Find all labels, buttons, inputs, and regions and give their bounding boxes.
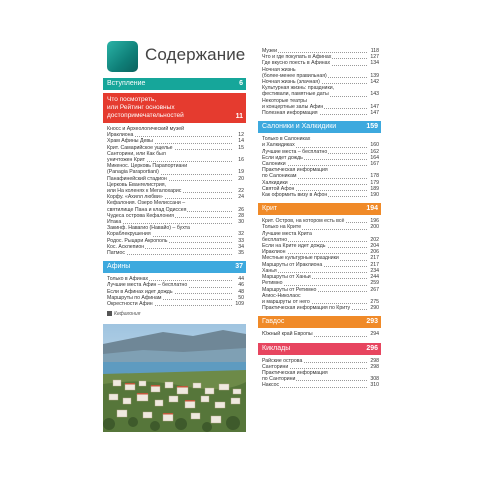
toc-entry-label: Лучшие места – бесплатно xyxy=(262,148,328,155)
toc-entry-label: Практическая информация xyxy=(262,369,328,376)
toc-entry-label: Маршруты от Ханьи xyxy=(262,274,311,281)
toc-entry-page: 259 xyxy=(370,280,379,287)
toc-entry-page: 139 xyxy=(370,72,379,79)
toc-entry-page: 164 xyxy=(370,154,379,161)
section-cyclades[interactable] xyxy=(258,343,381,355)
page-title: Содержание xyxy=(145,45,246,64)
toc-entry-label: Ночная жизнь (злачная) xyxy=(262,79,320,86)
toc-entry-label: или На коленях к Мегалохарис xyxy=(107,188,182,195)
thessaloniki-list xyxy=(258,133,381,200)
toc-entry-label: и концертные залы Афин xyxy=(262,103,324,110)
toc-entry-label: фестивали, памятные даты xyxy=(262,91,329,98)
section-thessaloniki-label: Салоники и Халкидики xyxy=(262,123,337,131)
toc-entry-page: 12 xyxy=(238,132,244,139)
toc-entry-page: 298 xyxy=(370,363,379,370)
toc-entry-page: 34 xyxy=(238,243,244,250)
toc-entry-page: 46 xyxy=(238,282,244,289)
toc-entry-label: Окрестности Афин xyxy=(107,301,153,308)
section-gavdos-page: 293 xyxy=(366,318,378,326)
toc-entry-page: 32 xyxy=(238,231,244,238)
section-intro[interactable] xyxy=(103,78,246,90)
toc-entry-page: 44 xyxy=(238,276,244,283)
toc-entry-page: 204 xyxy=(370,243,379,250)
section-thessaloniki[interactable] xyxy=(258,121,381,133)
toc-entry-page: 20 xyxy=(238,175,244,182)
toc-entry-label: Крит. Самарийское ущелье xyxy=(107,144,173,151)
toc-entry-page: 16 xyxy=(238,157,244,164)
toc-entry-page: 28 xyxy=(238,212,244,219)
toc-entry-page: 24 xyxy=(238,194,244,201)
section-what-to-see[interactable] xyxy=(103,93,246,123)
toc-entry-page: 134 xyxy=(370,60,379,67)
toc-entry-page: 33 xyxy=(238,237,244,244)
section-what-to-see-page: 11 xyxy=(235,113,243,120)
toc-entry-label: Культурная жизнь: праздники, xyxy=(262,85,335,92)
toc-entry[interactable] xyxy=(103,301,246,307)
section-athens-label: Афины xyxy=(107,263,131,271)
toc-entry-label: Крит. Остров, на котором есть всё xyxy=(262,218,345,225)
toc-entry-label: Наксос xyxy=(262,382,280,389)
toc-entry-page: 35 xyxy=(238,250,244,257)
cyclades-list xyxy=(258,355,381,391)
kefalonia-photo xyxy=(103,324,246,432)
toc-entry-page: 275 xyxy=(370,298,379,305)
toc-entry-label: Церковь Евангелистрия, xyxy=(107,181,167,188)
toc-entry-page: 22 xyxy=(238,188,244,195)
section-athens[interactable] xyxy=(103,261,246,273)
toc-entry-label: Святой Афон xyxy=(262,185,295,192)
toc-entry-label: Некоторые театры xyxy=(262,97,307,104)
toc-page xyxy=(103,38,381,500)
toc-entry-page: 30 xyxy=(238,219,244,226)
section-crete-page: 194 xyxy=(366,205,378,213)
toc-entry-label: Маршруты от Ретимно xyxy=(262,286,317,293)
toc-entry-page: 294 xyxy=(370,331,379,338)
toc-entry-label: бесплатно xyxy=(262,236,288,243)
toc-entry-page: 196 xyxy=(370,218,379,225)
toc-entry-label: Патмос xyxy=(107,250,125,257)
toc-entry-label: Халкидики xyxy=(262,179,288,186)
toc-entry-label: Где вкусно поесть в Афинах xyxy=(262,60,331,67)
toc-entry-label: Маршруты по Афинам xyxy=(107,294,162,301)
toc-entry-label: Если в Афинах идет дождь xyxy=(107,288,173,295)
toc-entry-label: по Санторини xyxy=(262,376,296,383)
toc-entry-page: 178 xyxy=(370,173,379,180)
toc-entry-label: Ираклион xyxy=(262,249,286,256)
toc-entry-label: Как оформить визу в Афон xyxy=(262,192,328,199)
guide-logo-icon xyxy=(107,41,138,72)
section-cyclades-page: 296 xyxy=(366,344,378,352)
toc-entry-page: 267 xyxy=(370,286,379,293)
toc-entry-page: 200 xyxy=(370,224,379,231)
toc-entry-label: Корфу. «Ахилл любви» xyxy=(107,194,163,201)
toc-entry-label: и Халкидиках xyxy=(262,142,295,149)
toc-entry-label: Итака xyxy=(107,219,122,226)
toc-entry-label: Практическая информация по Криту xyxy=(262,305,351,312)
athens-list xyxy=(103,273,246,309)
toc-entry-label: (Panagia Paraportiani) xyxy=(107,169,159,176)
section-gavdos[interactable] xyxy=(258,316,381,328)
kefalonia-landscape-image xyxy=(103,324,246,432)
toc-entry-page: 14 xyxy=(238,138,244,145)
toc-entry-label: Кораблекрушения xyxy=(107,231,151,238)
toc-entry-label: Санторини xyxy=(262,363,289,370)
toc-entry-label: Лучшие места Афин – бесплатно xyxy=(107,282,188,289)
toc-entry-label: Лучшие места Крита xyxy=(262,230,312,237)
section-what-to-see-line2: или Рейтинг основных xyxy=(107,104,175,111)
toc-entry-label: Храм Афины Девы xyxy=(107,138,153,145)
toc-entry-page: 310 xyxy=(370,382,379,389)
toc-entry-page: 202 xyxy=(370,236,379,243)
caption-square-icon xyxy=(107,311,112,316)
section-intro-page: 6 xyxy=(239,80,243,87)
toc-entry[interactable] xyxy=(258,305,381,311)
toc-entry-label: Кос. Асклепион xyxy=(107,243,145,250)
toc-entry-label: Санторини, или Как был xyxy=(107,150,166,157)
toc-entry-page: 147 xyxy=(370,110,379,117)
toc-entry-label: Маршруты от Ираклиона xyxy=(262,261,323,268)
toc-right-column xyxy=(258,48,381,391)
toc-entry-page: 206 xyxy=(370,249,379,256)
section-gavdos-label: Гавдос xyxy=(262,318,285,326)
toc-entry-page: 290 xyxy=(370,305,379,312)
section-thessaloniki-page: 159 xyxy=(366,123,378,131)
section-crete[interactable] xyxy=(258,203,381,215)
toc-entry-label: Только в Афинах xyxy=(107,276,149,283)
toc-entry-label: Что и где покупать в Афинах xyxy=(262,54,332,61)
toc-entry-label: Кефалония. Озеро Мелиссани – xyxy=(107,200,186,207)
toc-entry-label: Агиос-Николаос xyxy=(262,292,301,299)
toc-entry-label: Микенос. Церковь Парапортиани xyxy=(107,163,188,170)
toc-entry-label: Если на Крите идет дождь xyxy=(262,243,326,250)
section-what-to-see-line3: достопримечательностей xyxy=(107,112,184,119)
toc-entry-page: 217 xyxy=(370,261,379,268)
section-athens-page: 37 xyxy=(235,263,243,271)
toc-entry-label: Местные культурные праздники xyxy=(262,255,339,262)
toc-entry-page: 189 xyxy=(370,185,379,192)
photo-caption xyxy=(103,309,246,319)
photo-caption-text: Кефалония xyxy=(114,311,141,318)
toc-entry-page: 190 xyxy=(370,192,379,199)
section-crete-label: Крит xyxy=(262,205,278,213)
toc-entry[interactable] xyxy=(258,382,381,388)
toc-entry-page: 142 xyxy=(370,79,379,86)
toc-entry-label: Полезная информация xyxy=(262,110,318,117)
toc-entry-page: 244 xyxy=(370,274,379,281)
toc-entry-page: 234 xyxy=(370,267,379,274)
toc-entry[interactable] xyxy=(258,192,381,198)
toc-entry-label: Музеи xyxy=(262,48,278,54)
toc-entry-label: Южный край Европы xyxy=(262,331,313,338)
toc-entry-label: святилище Пана и клад Одиссея xyxy=(107,206,187,213)
toc-entry-label: Панафинейский стадион xyxy=(107,175,167,182)
toc-header xyxy=(103,38,246,76)
toc-entry-label: уничтожен Крит xyxy=(107,157,146,164)
gavdos-list xyxy=(258,328,381,339)
toc-entry-page: 162 xyxy=(370,148,379,155)
section-cyclades-label: Киклады xyxy=(262,344,291,352)
toc-entry-page: 127 xyxy=(370,54,379,61)
toc-entry[interactable] xyxy=(103,250,246,256)
toc-entry-page: 167 xyxy=(370,161,379,168)
toc-left-column xyxy=(103,38,246,432)
toc-entry-page: 118 xyxy=(370,48,379,54)
toc-entry-label: Ираклиона xyxy=(107,132,134,139)
toc-entry-label: Салоники xyxy=(262,161,286,168)
crete-list xyxy=(258,215,381,313)
toc-entry[interactable] xyxy=(258,110,381,116)
toc-entry-label: Кносс и Археологический музей xyxy=(107,126,184,132)
toc-entry[interactable] xyxy=(258,331,381,337)
toc-entry-label: Только в Салониках xyxy=(262,136,311,143)
toc-entry-page: 298 xyxy=(370,357,379,364)
toc-entry-label: Ретимно xyxy=(262,280,283,287)
toc-entry-page: 50 xyxy=(238,294,244,301)
toc-entry-label: (более-менее правильная) xyxy=(262,72,327,79)
toc-entry-page: 143 xyxy=(370,91,379,98)
athens-more-list xyxy=(258,48,381,118)
toc-entry-label: Практическая информация xyxy=(262,167,328,174)
toc-entry-label: по Салоникам xyxy=(262,173,297,180)
toc-entry-label: Только на Крите xyxy=(262,224,302,231)
toc-entry-label: Родос. Рыцари Акрополь xyxy=(107,237,168,244)
toc-entry-label: Чудеса острова Кефалония xyxy=(107,212,174,219)
toc-entry-label: Ночная жизнь xyxy=(262,66,296,73)
toc-entry-label: Ханья xyxy=(262,267,277,274)
toc-entry-label: Закинф. Навагио (Навайо) – бухта xyxy=(107,225,190,232)
toc-entry-page: 48 xyxy=(238,288,244,295)
toc-entry-page: 15 xyxy=(238,144,244,151)
toc-entry-page: 109 xyxy=(235,301,244,308)
what-to-see-list xyxy=(103,123,246,258)
toc-entry-page: 160 xyxy=(370,142,379,149)
toc-entry-page: 179 xyxy=(370,179,379,186)
toc-entry-page: 217 xyxy=(370,255,379,262)
toc-entry-label: Райские острова xyxy=(262,357,303,364)
section-intro-label: Вступление xyxy=(107,80,146,87)
toc-entry-label: Если идет дождь xyxy=(262,154,303,161)
toc-entry-page: 308 xyxy=(370,376,379,383)
toc-entry-label: и маршруты от него xyxy=(262,298,310,305)
toc-entry-page: 19 xyxy=(238,169,244,176)
section-what-to-see-line1: Что посмотреть, xyxy=(107,96,157,103)
toc-entry-page: 26 xyxy=(238,206,244,213)
toc-entry-page: 147 xyxy=(370,103,379,110)
